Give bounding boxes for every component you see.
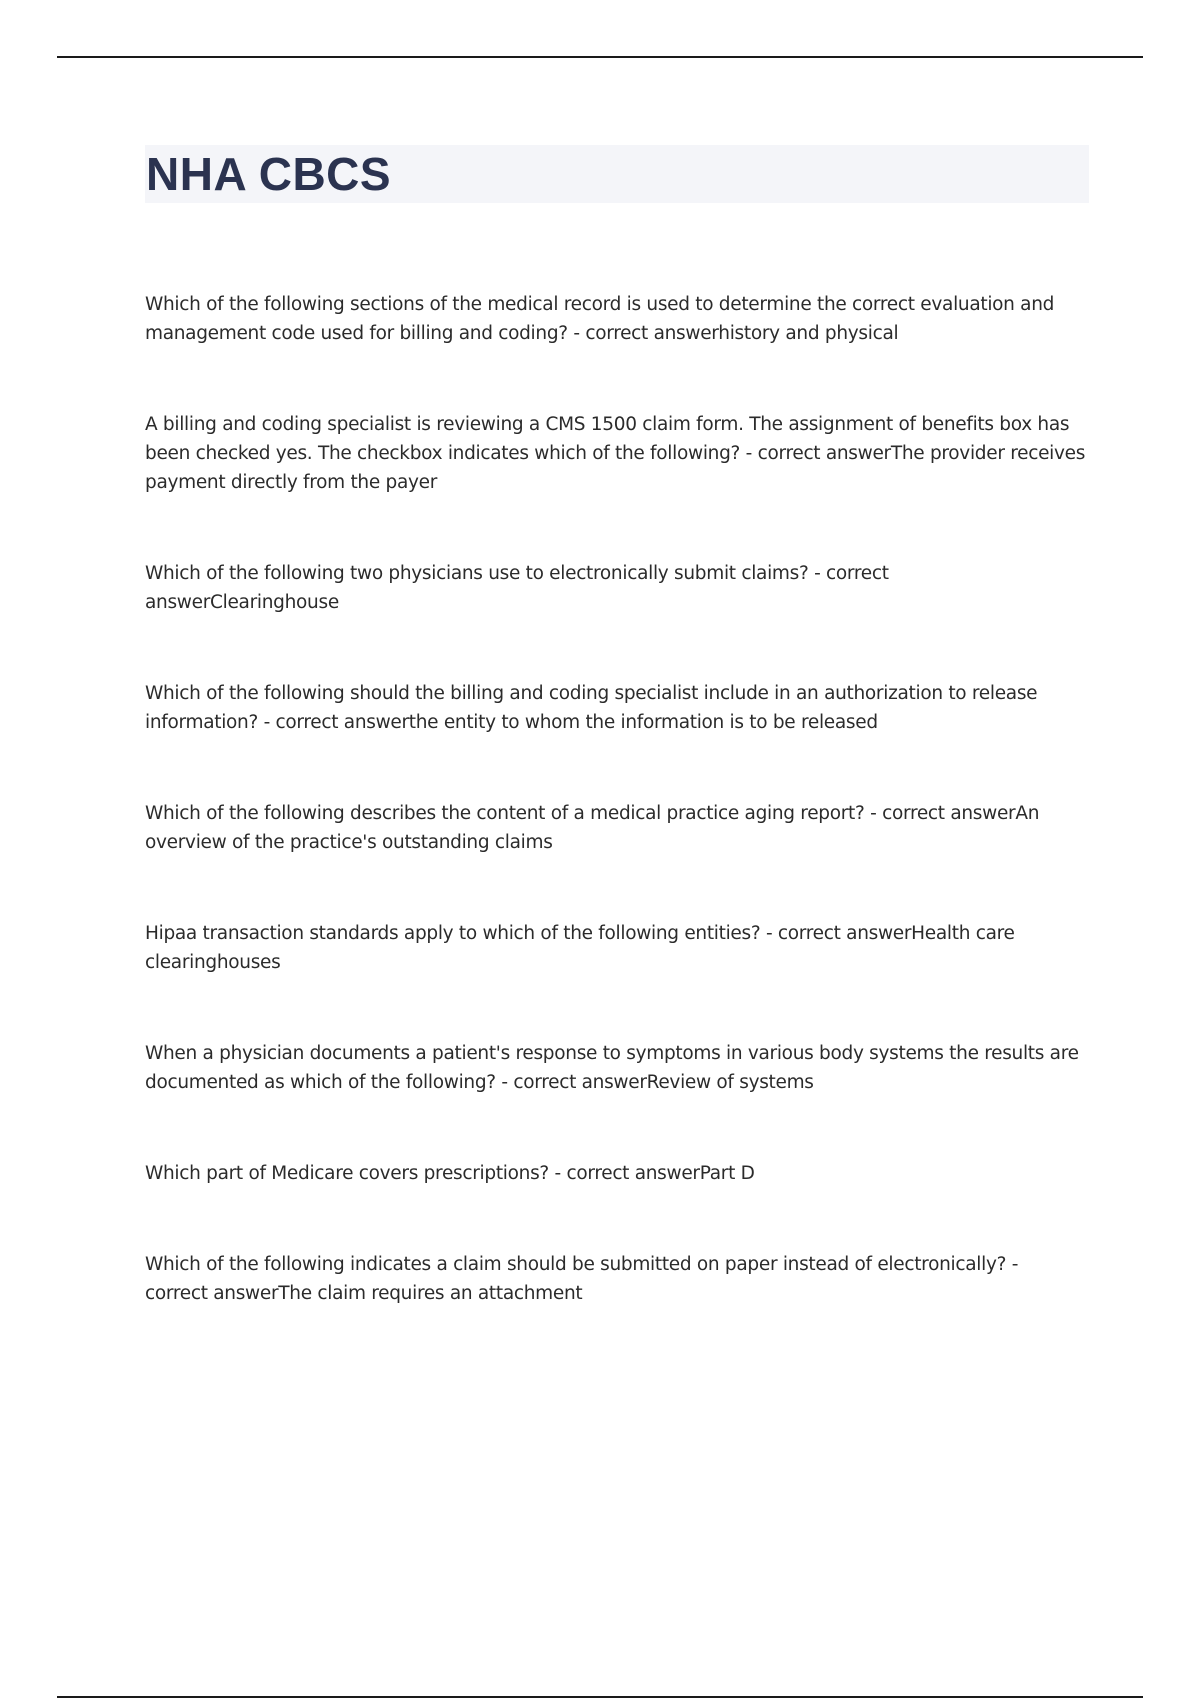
qa-item-2: A billing and coding specialist is reviewing a CMS 1500 claim form. The assignment of benefits box has been checked yes. The checkbox indicates which of the following? - correct answerThe provider receives payment directly from the payer bbox=[145, 414, 1086, 493]
bottom-rule bbox=[57, 1696, 1143, 1698]
qa-item-7: When a physician documents a patient's response to symptoms in various body systems the results are documented as which of the following? - correct answerReview of systems bbox=[145, 1043, 1079, 1093]
qa-item-1: Which of the following sections of the medical record is used to determine the correct evaluation and management code used for billing and coding? - correct answerhistory and physical bbox=[145, 294, 1055, 344]
qa-item-3: Which of the following two physicians use to electronically submit claims? - correct answerClearinghouse bbox=[145, 563, 889, 613]
qa-item-8: Which part of Medicare covers prescriptions? - correct answerPart D bbox=[145, 1163, 755, 1184]
qa-item-6: Hipaa transaction standards apply to which of the following entities? - correct answerHealth care clearinghouses bbox=[145, 923, 1015, 973]
document-title: NHA CBCS bbox=[146, 148, 392, 200]
qa-item-4: Which of the following should the billing and coding specialist include in an authorization to release information? - correct answerthe entity to whom the information is to be released bbox=[145, 683, 1038, 733]
qa-item-9: Which of the following indicates a claim should be submitted on paper instead of electronically? - correct answerThe claim requires an attachment bbox=[145, 1254, 1019, 1304]
qa-item-5: Which of the following describes the content of a medical practice aging report? - correct answerAn overview of the practice's outstanding claims bbox=[145, 803, 1040, 853]
qa-list bbox=[145, 290, 1095, 1308]
top-rule bbox=[57, 56, 1143, 58]
